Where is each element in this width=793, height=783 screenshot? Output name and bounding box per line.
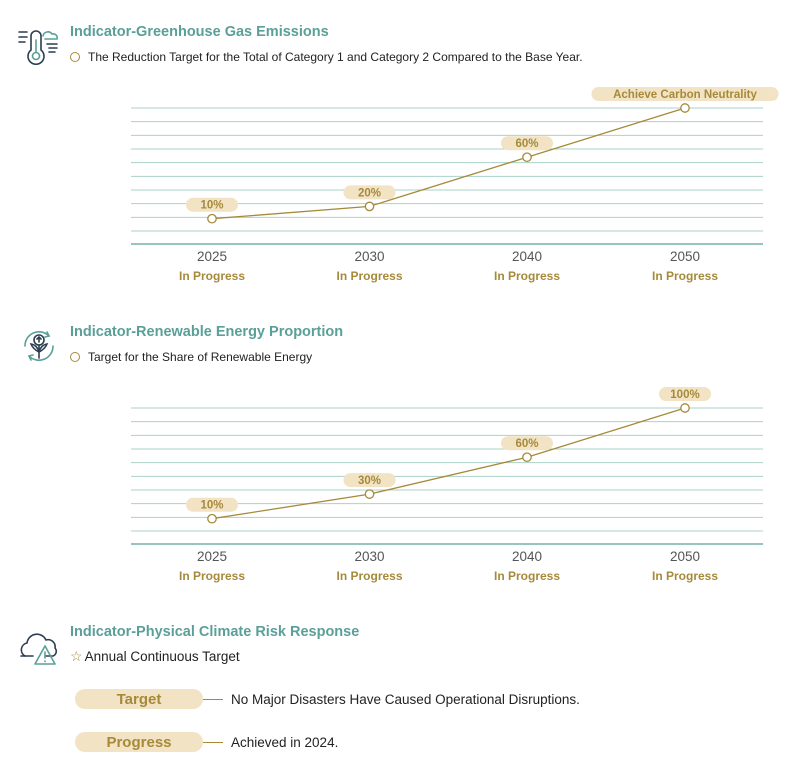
status-label: In Progress [651,569,719,583]
progress-pill: Progress [75,732,203,752]
data-point [365,490,373,498]
x-tick-label: 2030 [354,249,385,264]
progress-text: Achieved in 2024. [231,734,339,750]
data-point [523,453,531,461]
ghg-section [0,0,793,300]
x-tick-label: 2040 [511,249,543,264]
renewable-subtitle: Target for the Share of Renewable Energy [88,350,313,364]
data-label: 20% [357,187,382,200]
x-tick-label: 2025 [196,549,228,564]
status-label: In Progress [336,269,403,283]
star-icon: ☆ [70,648,83,664]
cloud-warning-icon [17,624,61,668]
x-tick-label: 2025 [196,249,228,264]
x-tick-label: 2050 [669,249,701,264]
data-label: 30% [357,475,382,488]
climate-risk-section [0,600,793,783]
x-tick-label: 2050 [669,549,701,564]
ghg-title: Indicator-Greenhouse Gas Emissions [70,24,329,40]
ghg-line-chart [0,0,793,300]
data-point [523,153,531,161]
data-point [208,515,216,523]
data-label: 60% [515,438,539,451]
data-label: Achieve Carbon Neutrality [613,89,757,101]
data-point [681,404,689,412]
x-tick-label: 2040 [511,549,543,564]
climate-risk-subtitle-row [70,648,240,665]
target-connector [203,699,223,700]
data-point [681,104,689,112]
progress-connector [203,742,223,743]
x-tick-label: 2030 [354,549,385,564]
status-label: In Progress [493,269,561,283]
status-label: In Progress [336,569,403,583]
ghg-subtitle: The Reduction Target for the Total of Category 1 and Category 2 Compared to the Base Year. [88,50,583,64]
data-point [208,215,216,223]
series-line [212,408,685,519]
status-label: In Progress [178,269,246,283]
data-label: 100% [670,389,700,401]
data-label: 10% [200,499,224,512]
status-label: In Progress [493,569,561,583]
renewable-title: Indicator-Renewable Energy Proportion [70,324,344,340]
target-pill: Target [75,689,203,709]
data-label: 10% [200,199,224,212]
status-label: In Progress [651,269,719,283]
series-line [212,108,685,219]
status-label: In Progress [178,569,246,583]
climate-risk-title: Indicator-Physical Climate Risk Response [70,624,360,640]
climate-risk-subtitle: Annual Continuous Target [84,649,240,664]
target-text: No Major Disasters Have Caused Operational Disruptions. [231,691,580,707]
data-point [365,202,373,210]
progress-row [75,730,338,754]
renewable-section [0,300,793,600]
data-label: 60% [515,138,539,151]
renewable-line-chart [0,300,793,600]
target-row [75,687,580,711]
